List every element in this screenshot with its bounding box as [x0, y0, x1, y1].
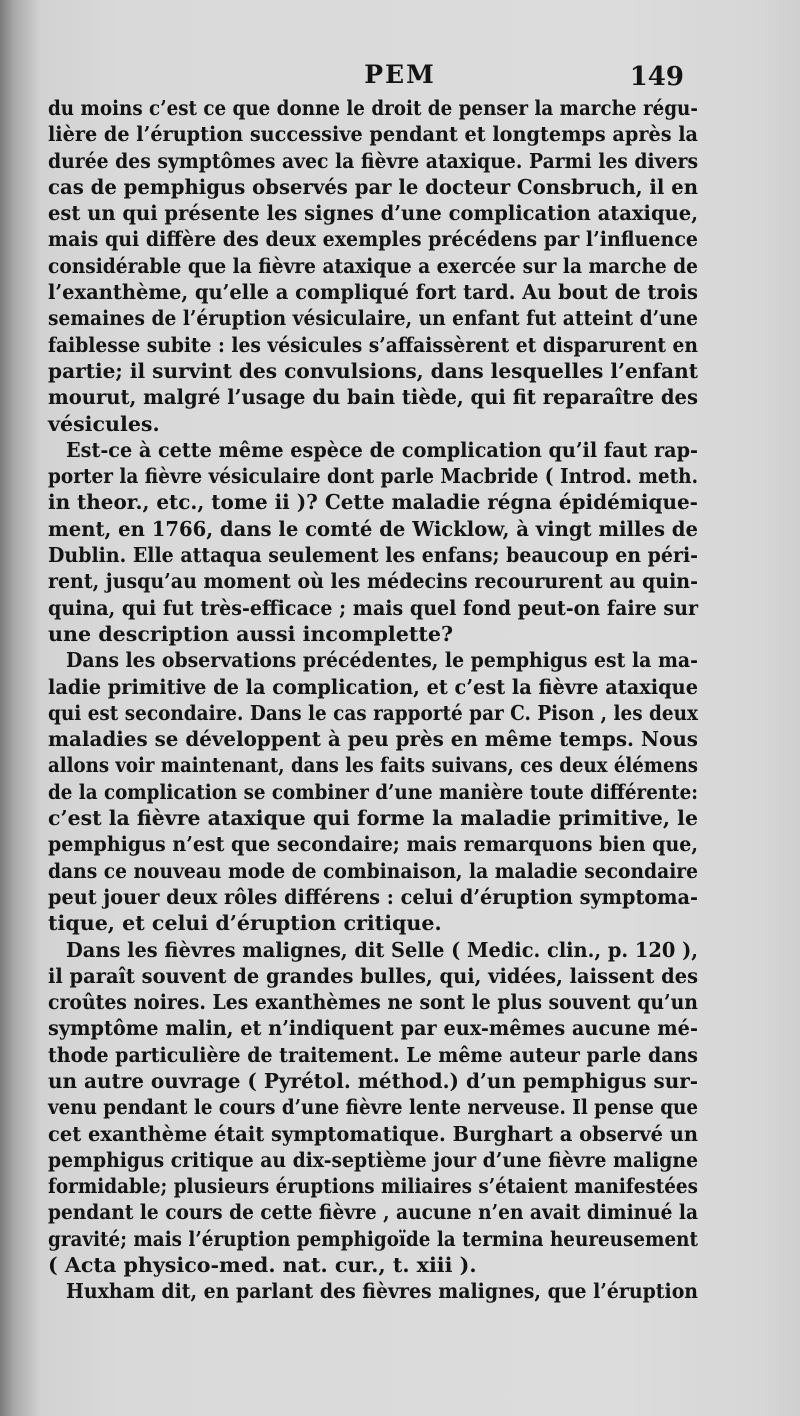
text-line: Dublin. Elle attaqua seulement les enfans; beaucoup en péri-	[48, 543, 699, 568]
page-number: 149	[629, 62, 684, 92]
text-line: peut jouer deux rôles différens : celui d’éruption symptoma-	[48, 884, 698, 909]
text-line: venu pendant le cours d’une fièvre lente nerveuse. Il pense que	[48, 1095, 699, 1120]
text-line: croûtes noires. Les exanthèmes ne sont le plus souvent qu’un	[48, 990, 698, 1015]
text-line: ladie primitive de la complication, et c’est la fièvre ataxique	[48, 674, 699, 699]
text-line: symptôme malin, et n’indiquent par eux-mêmes aucune mé-	[48, 1016, 698, 1041]
text-line: durée des symptômes avec la fièvre ataxique. Parmi les divers	[48, 148, 699, 173]
text-line: partie; il survint des convulsions, dans lesquelles l’enfant	[48, 358, 698, 383]
text-line: ment, en 1766, dans le comté de Wicklow, à vingt milles de	[48, 516, 698, 541]
text-line: rent, jusqu’au moment où les médecins recoururent au quin-	[48, 569, 698, 594]
text-line: pemphigus critique au dix-septième jour d’une fièvre maligne	[48, 1147, 699, 1172]
text-line: l’exanthème, qu’elle a compliqué fort tard. Au bout de trois	[48, 280, 698, 305]
text-line: dans ce nouveau mode de combinaison, la maladie secondaire	[48, 858, 699, 883]
text-line: maladies se développent à peu près en même temps. Nous	[48, 727, 698, 752]
page-header	[0, 60, 800, 100]
text-line: in theor., etc., tome ii )? Cette maladie régna épidémique-	[48, 490, 698, 515]
text-line: porter la fièvre vésiculaire dont parle Macbride ( Introd. meth.	[48, 464, 699, 489]
text-line: tique, et celui d’éruption critique.	[48, 911, 442, 936]
text-line: mourut, malgré l’usage du bain tiède, qui fit reparaître des	[48, 385, 699, 410]
text-line: lière de l’éruption successive pendant et longtemps après la	[48, 122, 699, 147]
text-line: cas de pemphigus observés par le docteur Consbruch, il en	[48, 174, 698, 199]
text-line: quina, qui fut très-efficace ; mais quel fond peut-on faire sur	[48, 595, 699, 620]
text-line: mais qui diffère des deux exemples précédens par l’influence	[48, 227, 698, 252]
text-line: Dans les fièvres malignes, dit Selle ( Medic. clin., p. 120 ),	[66, 937, 698, 962]
body-text	[48, 95, 698, 1305]
text-line: ( Acta physico-med. nat. cur., t. xiii ).	[48, 1253, 477, 1278]
text-line: Huxham dit, en parlant des fièvres malignes, que l’éruption	[66, 1279, 699, 1304]
text-line: gravité; mais l’éruption pemphigoïde la termina heureusement	[48, 1226, 698, 1251]
text-line: semaines de l’éruption vésiculaire, un enfant fut atteint d’une	[48, 306, 699, 331]
running-title: PEM	[364, 60, 436, 89]
text-line: il paraît souvent de grandes bulles, qui, vidées, laissent des	[48, 963, 699, 988]
text-line: une description aussi incomplette?	[48, 621, 454, 646]
text-line: Est-ce à cette même espèce de complication qu’il faut rap-	[66, 437, 699, 462]
text-line: pendant le cours de cette fièvre , aucune n’en avait diminué la	[48, 1200, 699, 1225]
text-line: c’est la fièvre ataxique qui forme la maladie primitive, le	[48, 806, 698, 831]
text-line: Dans les observations précédentes, le pemphigus est la ma-	[66, 648, 698, 673]
text-line: cet exanthème était symptomatique. Burghart a observé un	[48, 1121, 699, 1146]
text-line: de la complication se combiner d’une manière toute différente:	[48, 779, 698, 804]
text-line: un autre ouvrage ( Pyrétol. méthod.) d’un pemphigus sur-	[48, 1068, 699, 1093]
text-line: pemphigus n’est que secondaire; mais remarquons bien que,	[48, 832, 699, 857]
text-line: formidable; plusieurs éruptions miliaires s’étaient manifestées	[48, 1174, 698, 1199]
text-line: considérable que la fièvre ataxique a exercée sur la marche de	[48, 253, 699, 278]
text-line: thode particulière de traitement. Le même auteur parle dans	[48, 1042, 699, 1067]
text-line: allons voir maintenant, dans les faits suivans, ces deux élémens	[48, 753, 698, 778]
text-line: qui est secondaire. Dans le cas rapporté par C. Pison , les deux	[48, 700, 699, 725]
text-line: faiblesse subite : les vésicules s’affaissèrent et disparurent en	[48, 332, 698, 357]
text-line: du moins c’est ce que donne le droit de penser la marche régu-	[48, 96, 698, 120]
text-line: est un qui présente les signes d’une complication ataxique,	[48, 201, 699, 226]
text-line: vésicules.	[48, 411, 160, 436]
